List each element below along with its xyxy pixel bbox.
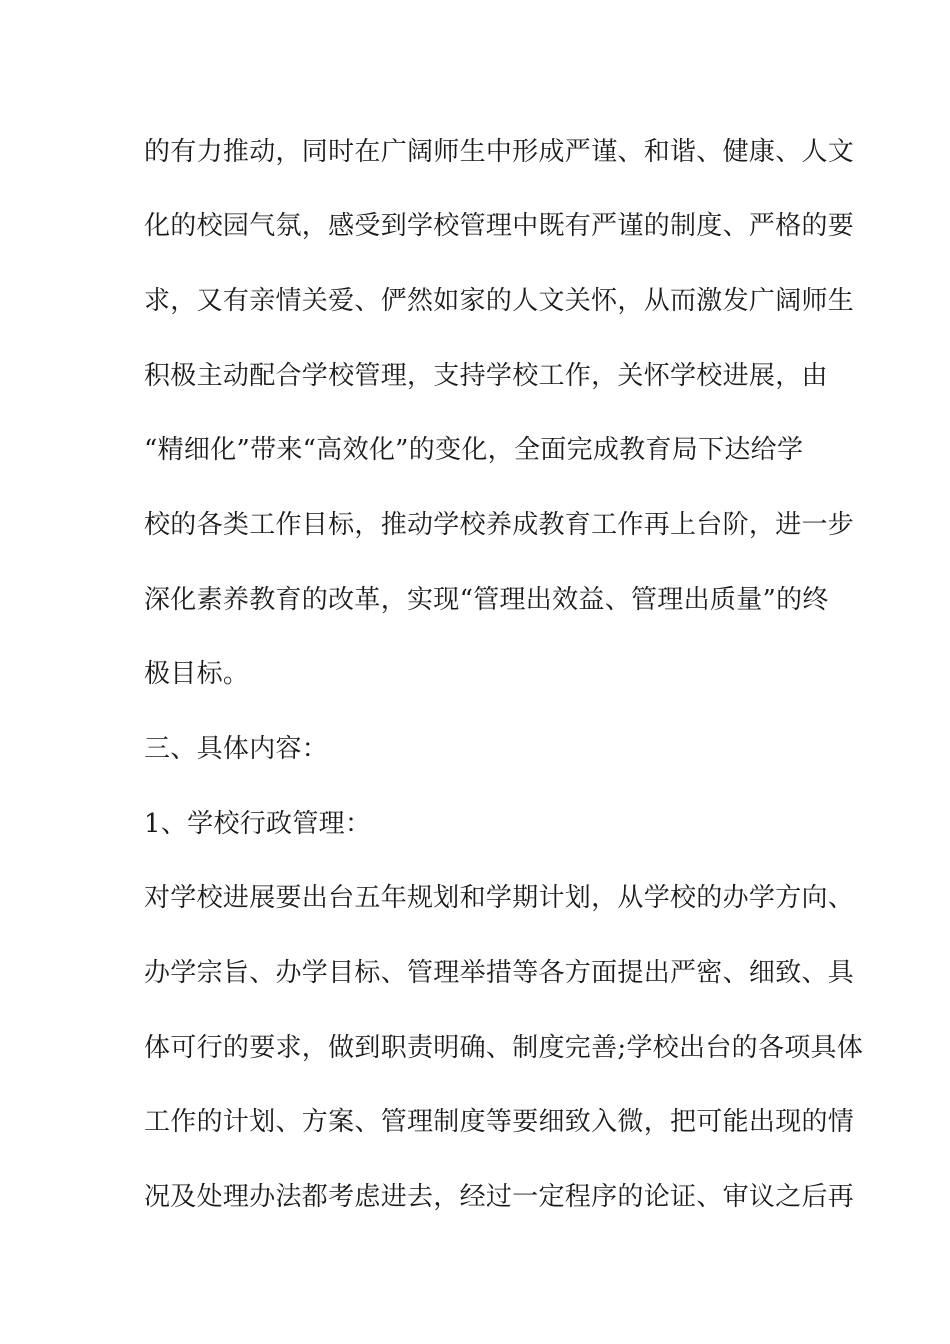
subsection-heading: 1、学校行政管理：: [144, 809, 372, 839]
text-line: 化的校园气氛，感受到学校管理中既有严谨的制度、严格的要: [144, 211, 855, 241]
text-line: 积极主动配合学校管理，支持学校工作，关怀学校进展，由: [144, 361, 828, 391]
text-line: 办学宗旨、办学目标、管理举措等各方面提出严密、细致、具: [144, 958, 855, 988]
text-line: 况及处理办法都考虑进去，经过一定程序的论证、审议之后再: [144, 1182, 855, 1212]
text-line: 校的各类工作目标，推动学校养成教育工作再上台阶，进一步: [144, 510, 855, 540]
text-line: 深化素养教育的改革，实现“管理出效益、管理出质量”的终: [144, 585, 829, 615]
text-line: 极目标。: [144, 659, 250, 689]
text-line: 求，又有亲情关爱、俨然如家的人文关怀，从而激发广阔师生: [144, 286, 855, 316]
text-line: 体可行的要求，做到职责明确、制度完善;学校出台的各项具体: [144, 1033, 864, 1063]
text-line: “精细化”带来“高效化”的变化，全面完成教育局下达给学: [144, 435, 804, 465]
text-line: 的有力推动，同时在广阔师生中形成严谨、和谐、健康、人文: [144, 137, 855, 167]
section-heading: 三、具体内容：: [144, 734, 329, 764]
text-line: 工作的计划、方案、管理制度等要细致入微，把可能出现的情: [144, 1107, 855, 1137]
text-line: 对学校进展要出台五年规划和学期计划，从学校的办学方向、: [144, 883, 855, 913]
